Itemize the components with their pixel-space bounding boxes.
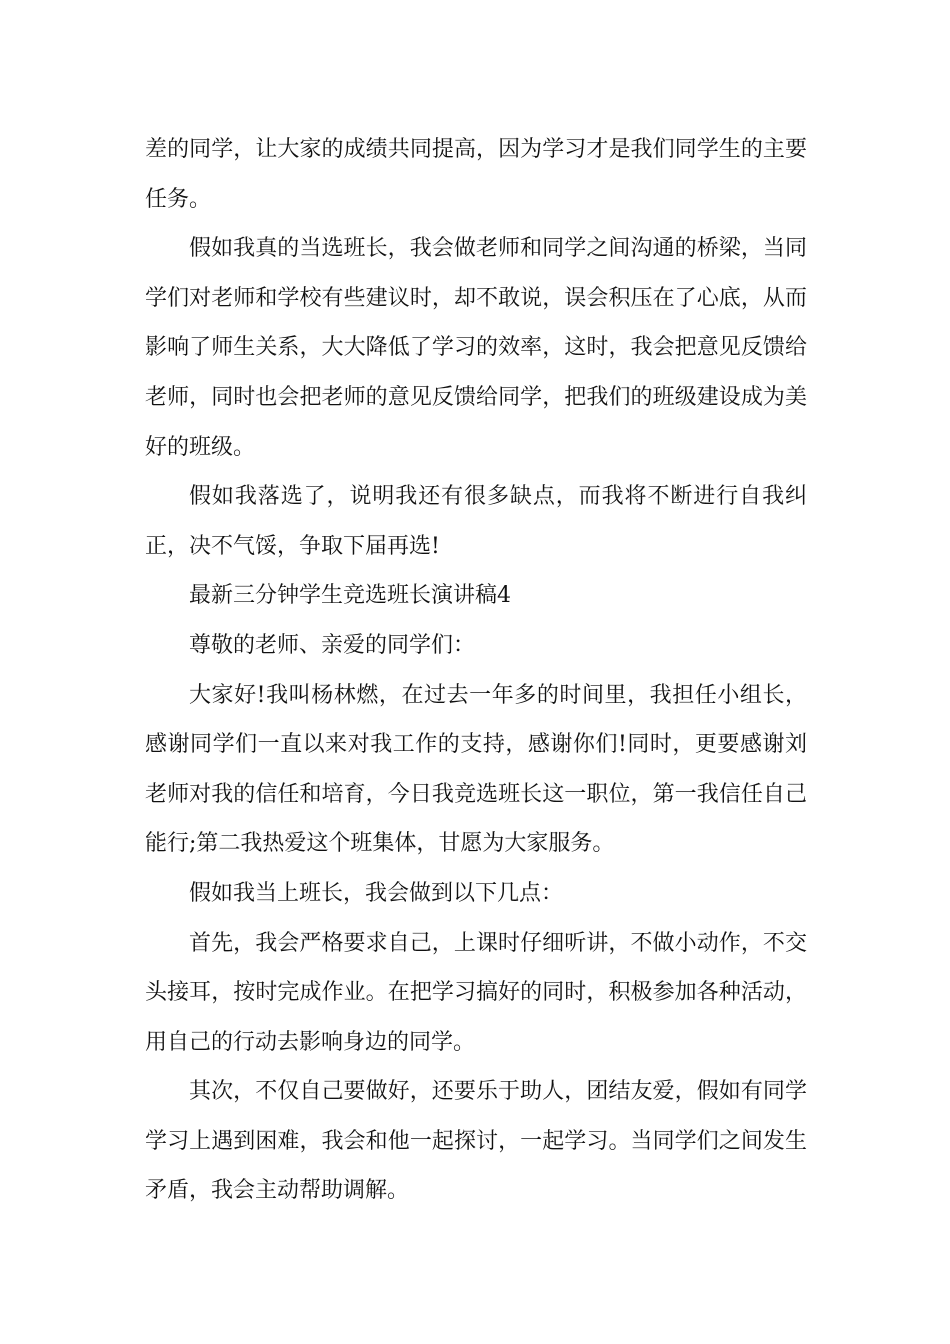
paragraph-bridge: 假如我真的当选班长，我会做老师和同学之间沟通的桥梁，当同学们对老师和学校有些建议时，却不敢说，误会积压在了心底，从而影响了师生关系，大大降低了学习的效率，这时，我会把意见反馈给老师，同时也会把老师的意见反馈给同学，把我们的班级建设成为美好的班级。 [145,236,807,460]
paragraph-introduction: 大家好!我叫杨林燃，在过去一年多的时间里，我担任小组长，感谢同学们一直以来对我工作的支持，感谢你们!同时，更要感谢刘老师对我的信任和培育，今日我竞选班长这一职位，第一我信任自己能行;第二我热爱这个班集体，甘愿为大家服务。 [145,682,807,857]
paragraph-promise-intro: 假如我当上班长，我会做到以下几点： [189,880,564,906]
speech-title: 最新三分钟学生竞选班长演讲稿4 [189,583,511,609]
paragraph-if-lose: 假如我落选了，说明我还有很多缺点，而我将不断进行自我纠正，决不气馁，争取下届再选! [145,484,807,559]
paragraph-first-point: 首先，我会严格要求自己，上课时仔细听讲，不做小动作，不交头接耳，按时完成作业。在把学习搞好的同时，积极参加各种活动，用自己的行动去影响身边的同学。 [145,930,807,1055]
paragraph-continuation: 差的同学，让大家的成绩共同提高，因为学习才是我们同学生的主要任务。 [145,137,807,212]
document-page [145,125,807,1216]
paragraph-second-point: 其次，不仅自己要做好，还要乐于助人，团结友爱，假如有同学学习上遇到困难，我会和他一起探讨，一起学习。当同学们之间发生矛盾，我会主动帮助调解。 [145,1079,807,1204]
speech-salutation: 尊敬的老师、亲爱的同学们： [189,632,476,658]
